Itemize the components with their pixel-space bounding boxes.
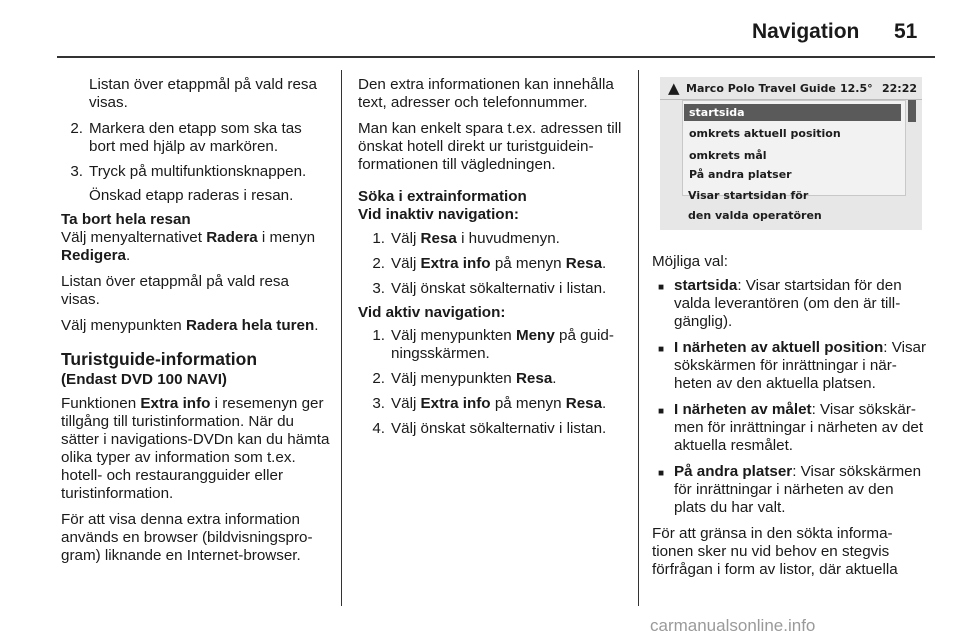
screen-description-line-1: Visar startsidan för: [688, 189, 809, 202]
screen-title-bar: [660, 77, 922, 100]
extra-info-content: Den extra informationen kan innehålla text, adresser och telefonnummer.: [358, 76, 614, 111]
active-step: 4. Välj önskat sökalternativ i listan.: [372, 420, 607, 437]
delete-all-select: Välj menypunkten Radera hela turen.: [61, 317, 319, 334]
active-step: 1. Välj menypunkten Meny på guidningsskärmen.: [372, 327, 614, 362]
menu-item-current-position[interactable]: omkrets aktuell position: [689, 127, 841, 140]
step-2: 2. Markera den etapp som ska tas bort med hjälp av markören.: [70, 120, 302, 155]
column-divider-1: [341, 70, 342, 606]
inactive-step: 1. Välj Resa i huvudmenyn.: [372, 230, 560, 247]
menu-item-startsida[interactable]: startsida: [684, 104, 901, 121]
delete-all-result: Listan över etappmål på vald resa visas.: [61, 273, 289, 308]
inactive-nav-heading: Vid inaktiv navigation:: [358, 206, 519, 223]
option-item: ■ I närheten av aktuell position: Visar sökskärmen för inrättningar i närheten av den aktuella platsen.: [658, 339, 927, 392]
guide-menu-list: [682, 100, 906, 196]
search-heading: Söka i extrainformation: [358, 188, 527, 205]
column-1: [61, 76, 331, 573]
menu-item-destination[interactable]: omkrets mål: [689, 149, 767, 162]
temperature: 12.5°: [840, 82, 873, 95]
active-nav-heading: Vid aktiv navigation:: [358, 304, 506, 321]
option-item: ■ I närheten av målet: Visar sökskärmen för inrättningar i närheten av det aktuella resmålet.: [658, 401, 924, 454]
save-address-text: Man kan enkelt spara t.ex. adressen till önskat hotell direkt ur turistguideinformationen till vägledningen.: [358, 120, 622, 173]
delete-all-instruction: Välj menyalternativet Radera i menyn Redigera.: [61, 229, 316, 264]
clock: 22:22: [882, 82, 918, 95]
scrollbar[interactable]: [908, 100, 916, 122]
guide-heading: Turistguide-information: [61, 349, 258, 369]
options-intro: Möjliga val:: [652, 253, 728, 270]
closing-text: För att gränsa in den sökta informationen sker nu vid behov en stegvis förfrågan i form av listor, där aktuella: [652, 525, 898, 578]
header-divider: [57, 56, 935, 58]
page-number: 51: [894, 20, 918, 43]
back-arrow-icon[interactable]: ▲: [668, 79, 680, 97]
travel-guide-screen: [660, 77, 922, 230]
column-3: [652, 253, 927, 587]
screen-title: Marco Polo Travel Guide: [686, 82, 836, 95]
guide-intro: Funktionen Extra info i resemenyn ger tillgång till turistinformation. När du sätter i navigations-DVDn kan du hämta olika typer av information som t.ex. hotell- och restaurangguider eller turistinformation.: [61, 395, 330, 502]
column-divider-2: [638, 70, 639, 606]
page-title: Navigation: [752, 20, 860, 43]
continued-text: Listan över etappmål på vald resa visas.: [89, 76, 317, 111]
inactive-step: 2. Välj Extra info på menyn Resa.: [372, 255, 607, 272]
step-3-result: Önskad etapp raderas i resan.: [89, 187, 294, 204]
menu-item-other-places[interactable]: På andra platser: [689, 168, 792, 181]
guide-subheading: (Endast DVD 100 NAVI): [61, 371, 227, 388]
inactive-step: 3. Välj önskat sökalternativ i listan.: [372, 280, 607, 297]
watermark: carmanualsonline.info: [650, 616, 816, 635]
step-3: 3. Tryck på multifunktionsknappen.: [70, 163, 307, 180]
guide-browser-text: För att visa denna extra information används en browser (bildvisningsprogram) liknande en Internet-browser.: [61, 511, 313, 564]
column-2: [358, 76, 626, 445]
active-step: 2. Välj menypunkten Resa.: [372, 370, 557, 387]
delete-all-heading: Ta bort hela resan: [61, 211, 191, 228]
option-item: ■ På andra platser: Visar sökskärmen för inrättningar i närheten av den plats du har valt.: [658, 463, 922, 516]
screen-description-line-2: den valda operatören: [688, 209, 822, 222]
active-step: 3. Välj Extra info på menyn Resa.: [372, 395, 607, 412]
option-item: ■ startsida: Visar startsidan för den valda leverantören (om den är tillgänglig).: [658, 277, 902, 330]
